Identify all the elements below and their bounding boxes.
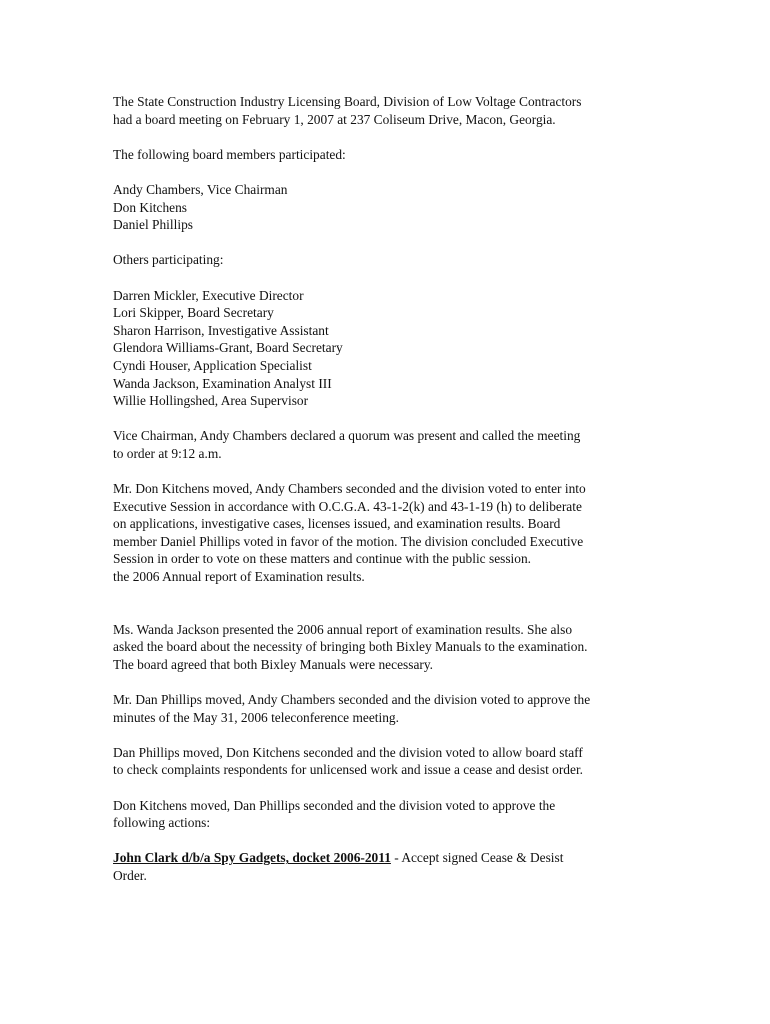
board-members-list [113, 181, 658, 234]
executive-session-paragraph [113, 480, 658, 586]
board-member: Andy Chambers, Vice Chairman [113, 181, 288, 197]
executive-session-line: Executive Session in accordance with O.C.G.A. 43-1-2(k) and 43-1-19 (h) to deliberate [113, 498, 582, 514]
case-title: John Clark d/b/a Spy Gadgets, docket 2006-2011 [113, 850, 391, 866]
executive-session-line: Mr. Don Kitchens moved, Andy Chambers seconded and the division voted to enter into [113, 481, 586, 497]
minutes-motion-line: minutes of the May 31, 2006 teleconference meeting. [113, 709, 399, 725]
minutes-motion-line: Mr. Dan Phillips moved, Andy Chambers seconded and the division voted to approve the [113, 692, 591, 707]
jackson-report-paragraph [113, 621, 658, 674]
other-participant: Glendora Williams-Grant, Board Secretary [113, 340, 343, 356]
intro-line: The State Construction Industry Licensing Board, Division of Low Voltage Contractors [113, 94, 582, 109]
other-participant: Wanda Jackson, Examination Analyst III [113, 375, 332, 391]
executive-session-line: member Daniel Phillips voted in favor of the motion. The division concluded Executive [113, 533, 584, 549]
case-action: - Accept signed Cease & Desist [390, 850, 564, 866]
board-member: Daniel Phillips [113, 217, 193, 233]
executive-session-line: on applications, investigative cases, licenses issued, and examination results. Board [113, 516, 561, 532]
jackson-report-line: The board agreed that both Bixley Manuals were necessary. [113, 656, 434, 672]
quorum-line: Vice Chairman, Andy Chambers declared a quorum was present and called the meeting [113, 428, 581, 444]
actions-motion-paragraph [113, 797, 658, 832]
intro-line: had a board meeting on February 1, 2007 at 237 Coliseum Drive, Macon, Georgia. [113, 111, 556, 127]
minutes-motion-paragraph [113, 691, 658, 726]
board-member: Don Kitchens [113, 199, 188, 215]
intro-paragraph [113, 93, 658, 128]
board-members-heading: The following board members participated: [113, 146, 346, 162]
document-body [113, 93, 658, 885]
complaints-motion-line: Dan Phillips moved, Don Kitchens seconded and the division voted to allow board staff [113, 744, 583, 760]
other-participant: Cyndi Houser, Application Specialist [113, 357, 312, 373]
actions-motion-line: Don Kitchens moved, Dan Phillips seconded and the division voted to approve the [113, 797, 556, 813]
other-participant: Sharon Harrison, Investigative Assistant [113, 322, 329, 338]
jackson-report-line: asked the board about the necessity of bringing both Bixley Manuals to the examination. [113, 639, 588, 655]
complaints-motion-paragraph [113, 744, 658, 779]
case-action-continuation: Order. [113, 867, 147, 883]
other-participant: Lori Skipper, Board Secretary [113, 305, 274, 321]
other-participant: Darren Mickler, Executive Director [113, 287, 304, 303]
jackson-report-line: Ms. Wanda Jackson presented the 2006 annual report of examination results. She also [113, 621, 573, 637]
others-list [113, 287, 658, 410]
executive-session-line: the 2006 Annual report of Examination results. [113, 569, 365, 585]
executive-session-line: Session in order to vote on these matters and continue with the public session. [113, 551, 532, 567]
case-entry [113, 849, 658, 884]
case-line [113, 849, 658, 867]
others-heading: Others participating: [113, 252, 224, 268]
actions-motion-line: following actions: [113, 815, 211, 831]
other-participant: Willie Hollingshed, Area Supervisor [113, 393, 309, 409]
complaints-motion-line: to check complaints respondents for unlicensed work and issue a cease and desist order. [113, 762, 584, 778]
quorum-line: to order at 9:12 a.m. [113, 445, 222, 461]
quorum-paragraph [113, 427, 658, 462]
